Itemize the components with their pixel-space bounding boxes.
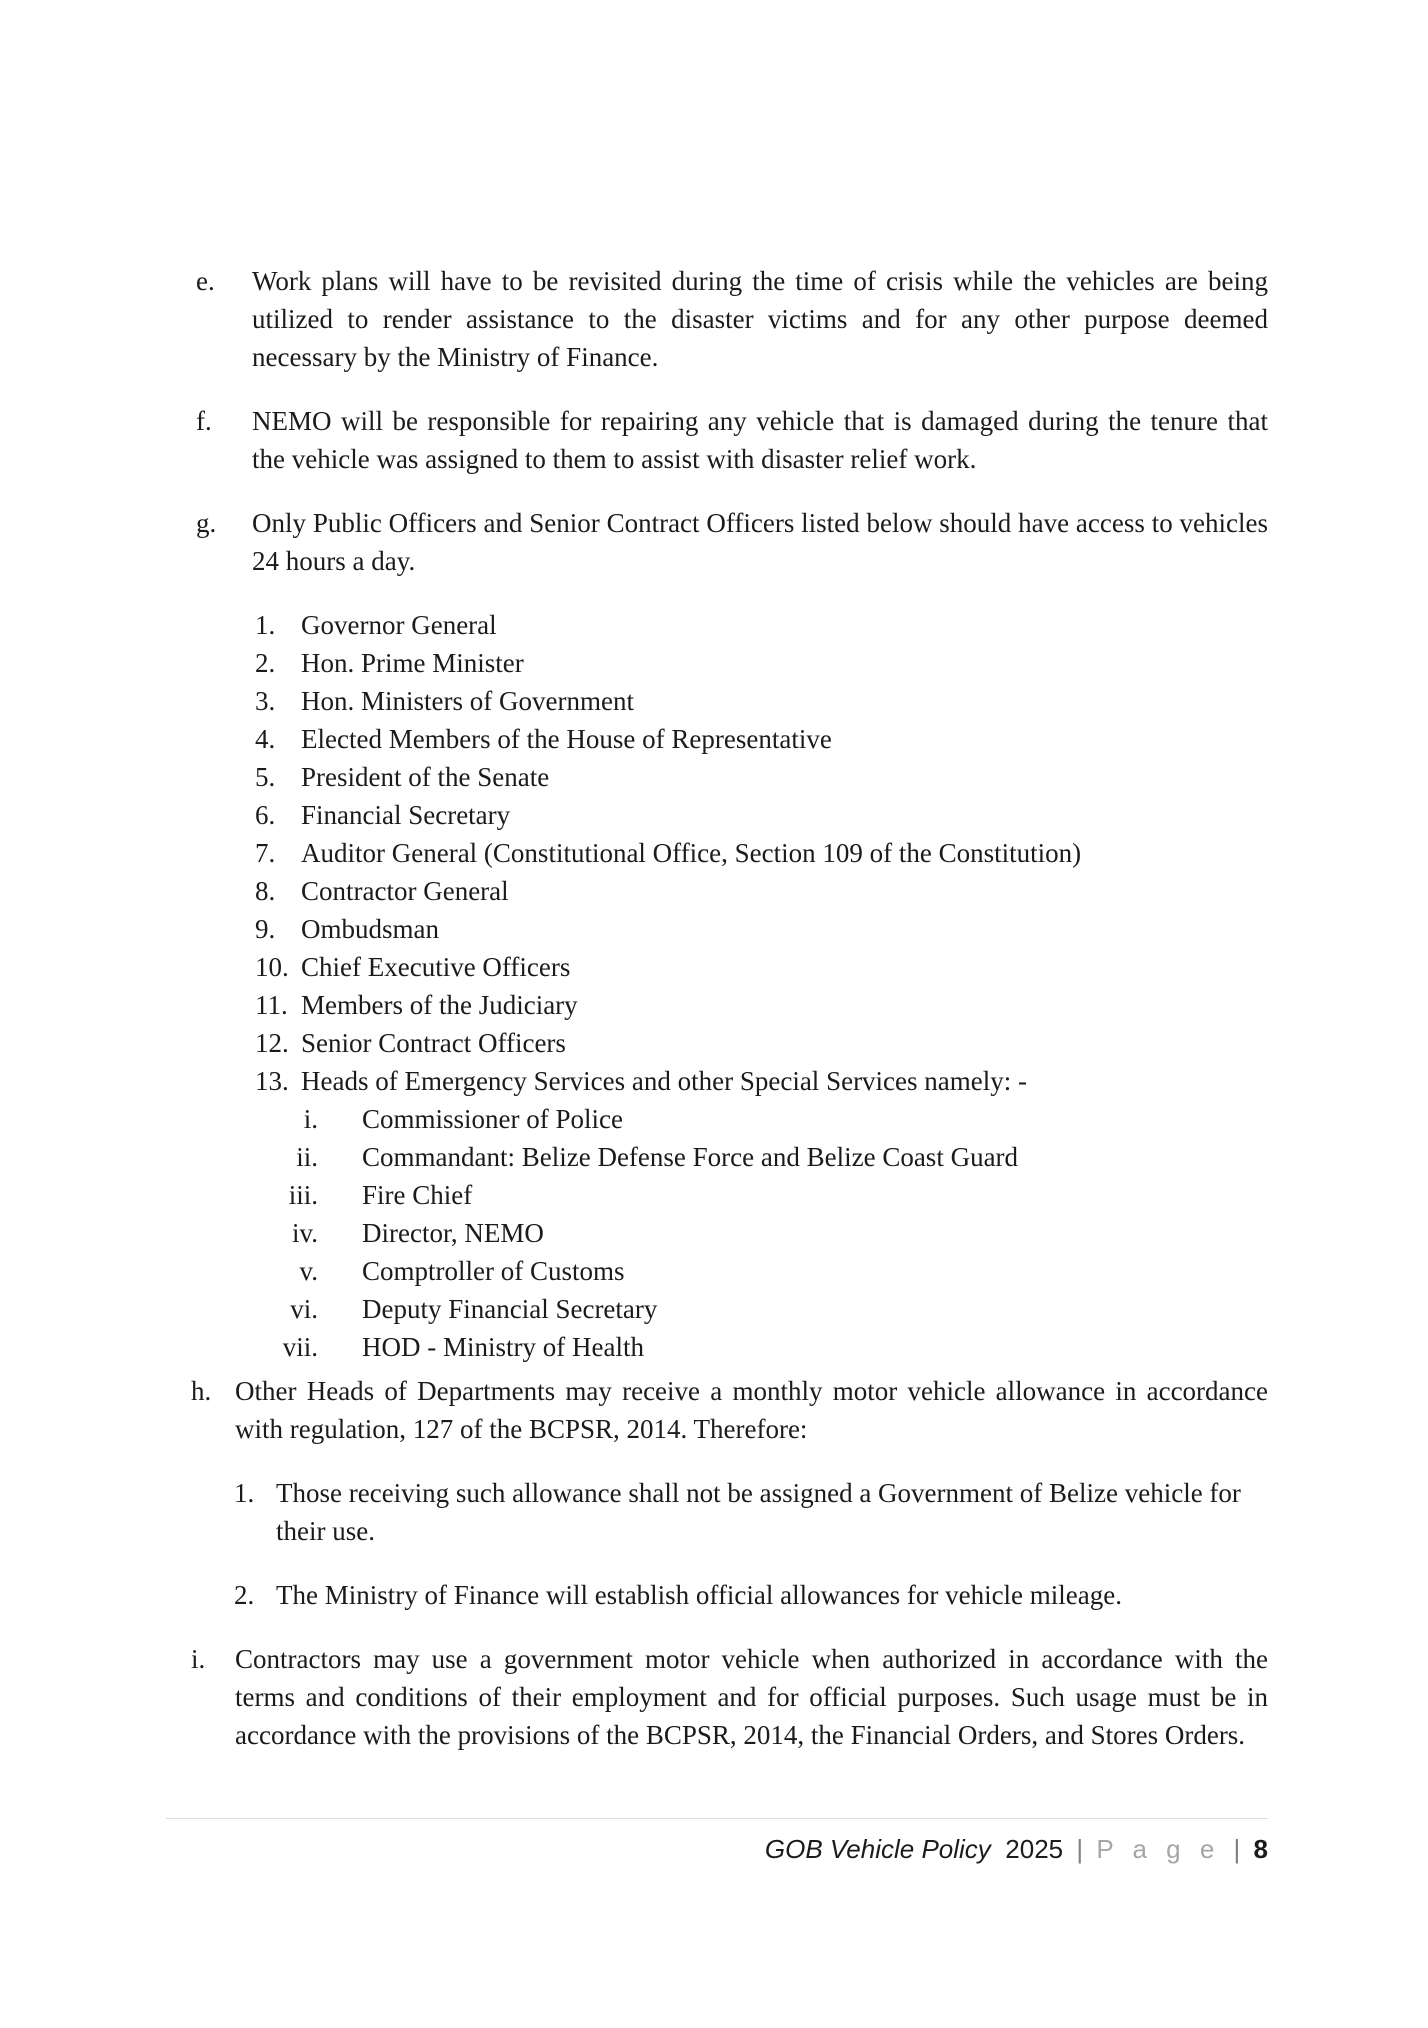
paragraph-e [196, 262, 1268, 376]
sublist-item [228, 1328, 1268, 1366]
list-item [255, 682, 1268, 720]
sublist-item-text: Director, NEMO [362, 1218, 544, 1248]
list-item [255, 910, 1268, 948]
footer-doc-title: GOB Vehicle Policy [764, 1834, 991, 1864]
footer-page-label: P a g e [1096, 1834, 1221, 1864]
list-item-text: Hon. Ministers of Government [301, 686, 634, 716]
paragraph-h [191, 1372, 1268, 1448]
paragraph-e-text: Work plans will have to be revisited during the time of crisis while the vehicles are being utilized to render assistance to the disaster victims and for any other purpose deemed necessary by the Ministry of Finance. [252, 266, 1268, 372]
sublist-item-numeral: vii. [282, 1332, 318, 1362]
sublist-item-text: HOD - Ministry of Health [362, 1332, 644, 1362]
list-item-text: Heads of Emergency Services and other Special Services namely: - [301, 1066, 1027, 1096]
page-footer [166, 1832, 1268, 1866]
sublist-item [228, 1100, 1268, 1138]
sublist-item-numeral: ii. [296, 1142, 318, 1172]
list-item [255, 986, 1268, 1024]
list-item-number: 2. [255, 648, 276, 678]
list-item-text: Auditor General (Constitutional Office, Section 109 of the Constitution) [301, 838, 1082, 868]
sublist-item [228, 1176, 1268, 1214]
list-item [255, 758, 1268, 796]
list-item [255, 948, 1268, 986]
list-item [255, 1062, 1268, 1100]
h-subitem-2 [234, 1576, 1268, 1614]
sublist-item [228, 1252, 1268, 1290]
list-item-number: 7. [255, 838, 276, 868]
list-item-text: Elected Members of the House of Representative [301, 724, 832, 754]
document-body [0, 262, 1428, 1780]
sublist-item [228, 1138, 1268, 1176]
list-item-number: 3. [255, 686, 276, 716]
paragraph-g [196, 504, 1268, 580]
list-item-number: 4. [255, 724, 276, 754]
list-item [255, 796, 1268, 834]
sublist-item-numeral: iii. [288, 1180, 318, 1210]
list-item-number: 13. [255, 1066, 289, 1096]
list-item-number: 11. [255, 990, 288, 1020]
special-services-sublist [0, 1100, 1428, 1366]
list-item-text: Financial Secretary [301, 800, 511, 830]
sublist-item-numeral: iv. [292, 1218, 318, 1248]
sublist-item [228, 1214, 1268, 1252]
list-item [255, 606, 1268, 644]
list-item-text: Governor General [301, 610, 497, 640]
footer-separator: | [1076, 1834, 1084, 1864]
list-item [255, 872, 1268, 910]
sublist-item-numeral: v. [299, 1256, 318, 1286]
paragraph-g-text: Only Public Officers and Senior Contract Officers listed below should have access to vehicles 24 hours a day. [252, 508, 1268, 576]
sublist-item-text: Commissioner of Police [362, 1104, 623, 1134]
sublist-item-text: Deputy Financial Secretary [362, 1294, 658, 1324]
list-item-number: 6. [255, 800, 276, 830]
list-item-number: 9. [255, 914, 276, 944]
list-item-number: 12. [255, 1028, 289, 1058]
paragraph-e-label: e. [196, 266, 215, 296]
sublist-item-numeral: vi. [290, 1294, 318, 1324]
list-item-number: 10. [255, 952, 289, 982]
list-item-number: 5. [255, 762, 276, 792]
list-item-text: President of the Senate [301, 762, 550, 792]
sublist-item-numeral: i. [303, 1104, 318, 1134]
paragraph-f [196, 402, 1268, 478]
list-item-text: Contractor General [301, 876, 509, 906]
footer-separator: | [1233, 1834, 1241, 1864]
footer-page-number: 8 [1253, 1834, 1268, 1864]
subitem-number: 2. [234, 1580, 255, 1610]
paragraph-h-text: Other Heads of Departments may receive a monthly motor vehicle allowance in accordance with regulation, 127 of the BCPSR, 2014. Therefore: [235, 1376, 1268, 1444]
sublist-item-text: Commandant: Belize Defense Force and Belize Coast Guard [362, 1142, 1019, 1172]
paragraph-i [191, 1640, 1268, 1754]
list-item [255, 644, 1268, 682]
paragraph-f-label: f. [196, 406, 212, 436]
subitem-text: Those receiving such allowance shall not be assigned a Government of Belize vehicle for their use. [276, 1478, 1241, 1546]
list-item [255, 720, 1268, 758]
officer-list [0, 606, 1428, 1100]
sublist-item-text: Fire Chief [362, 1180, 473, 1210]
list-item-text: Hon. Prime Minister [301, 648, 524, 678]
sublist-item [228, 1290, 1268, 1328]
list-item [255, 834, 1268, 872]
footer-year: 2025 [1005, 1834, 1064, 1864]
list-item-text: Chief Executive Officers [301, 952, 571, 982]
footer-divider [166, 1818, 1268, 1819]
paragraph-h-label: h. [191, 1376, 212, 1406]
list-item [255, 1024, 1268, 1062]
paragraph-i-text: Contractors may use a government motor vehicle when authorized in accordance with the terms and conditions of their employment and for official purposes. Such usage must be in accordance with the provisions of the BCPSR, 2014, the Financial Orders, and Stores Orders. [235, 1644, 1268, 1750]
list-item-text: Ombudsman [301, 914, 439, 944]
list-item-number: 8. [255, 876, 276, 906]
subitem-number: 1. [234, 1478, 255, 1508]
sublist-item-text: Comptroller of Customs [362, 1256, 625, 1286]
list-item-text: Members of the Judiciary [301, 990, 578, 1020]
paragraph-i-label: i. [191, 1644, 206, 1674]
paragraph-g-label: g. [196, 508, 217, 538]
list-item-number: 1. [255, 610, 276, 640]
subitem-text: The Ministry of Finance will establish official allowances for vehicle mileage. [276, 1580, 1122, 1610]
paragraph-f-text: NEMO will be responsible for repairing any vehicle that is damaged during the tenure that the vehicle was assigned to them to assist with disaster relief work. [252, 406, 1268, 474]
h-subitem-1 [234, 1474, 1268, 1550]
list-item-text: Senior Contract Officers [301, 1028, 566, 1058]
